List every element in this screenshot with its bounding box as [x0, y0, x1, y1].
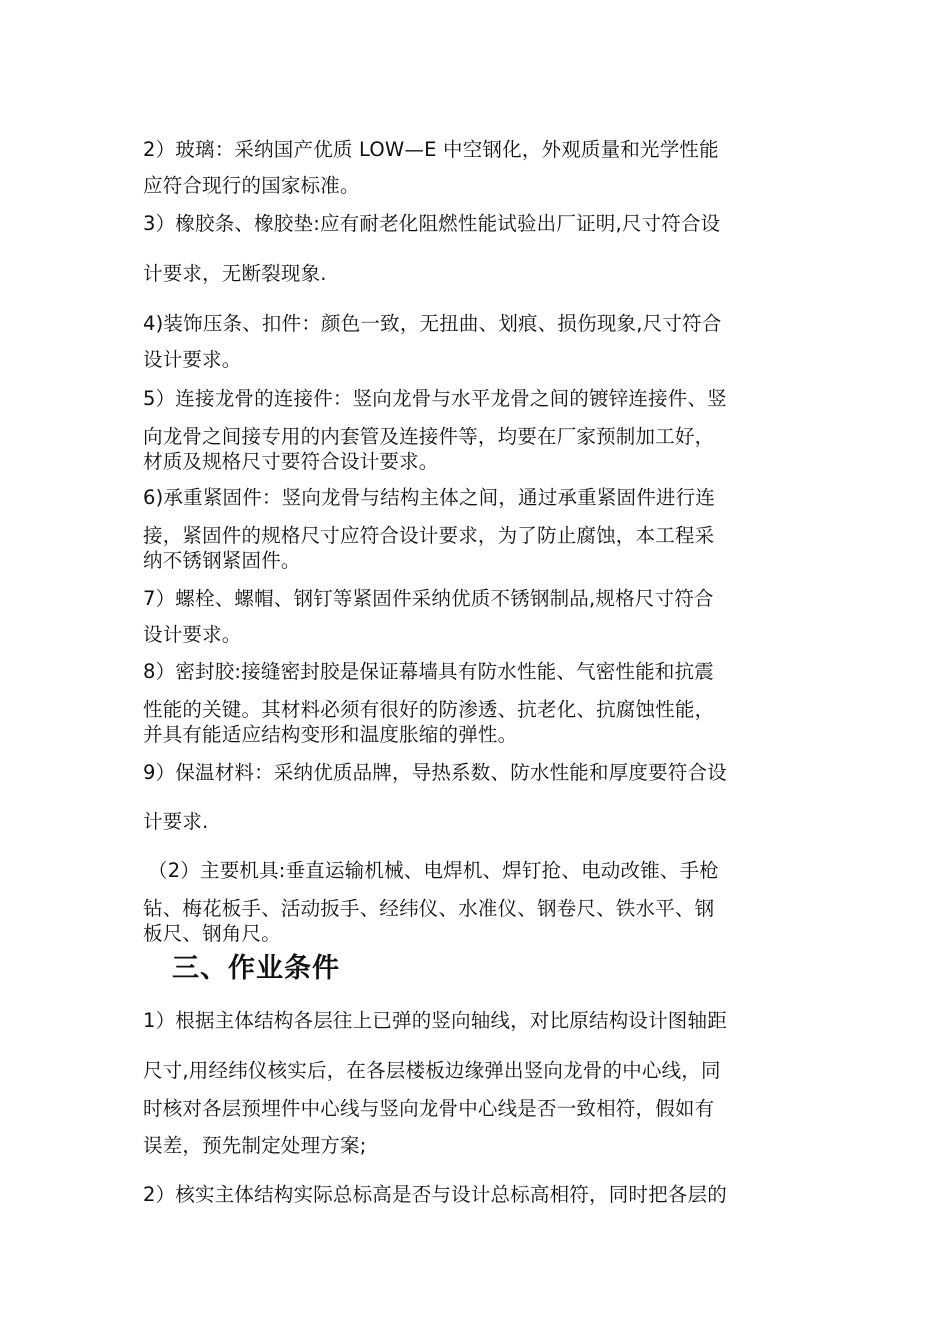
text-line: 7）螺栓、螺帽、钢钉等紧固件采纳优质不锈钢制品,规格尺寸符合: [143, 587, 714, 610]
text-line: 8）密封胶:接缝密封胶是保证幕墙具有防水性能、气密性能和抗震: [143, 660, 714, 683]
text-line: 钻、梅花板手、活动扳手、经纬仪、水准仪、钢卷尺、铁水平、钢: [143, 897, 715, 920]
text-line: 时核对各层预埋件中心线与竖向龙骨中心线是否一致相符，假如有: [143, 1097, 715, 1120]
text-line: 6)承重紧固件：竖向龙骨与结构主体之间，通过承重紧固件进行连: [143, 486, 716, 509]
text-line: 纳不锈钢紧固件。: [143, 549, 301, 572]
text-line: 2）玻璃：采纳国产优质 LOW—E 中空钢化，外观质量和光学性能: [143, 138, 719, 161]
text-line: 设计要求。: [143, 348, 242, 371]
text-line: 2）核实主体结构实际总标高是否与设计总标高相符，同时把各层的: [143, 1183, 727, 1206]
text-line: 应符合现行的国家标准。: [143, 174, 360, 197]
text-line: 向龙骨之间接专用的内套管及连接件等，均要在厂家预制加工好，: [143, 425, 715, 448]
text-line: 3）橡胶条、橡胶垫:应有耐老化阻燃性能试验出厂证明,尺寸符合设: [143, 212, 721, 235]
text-line: 误差，预先制定处理方案;: [143, 1134, 367, 1157]
text-line: 5）连接龙骨的连接件：竖向龙骨与水平龙骨之间的镀锌连接件、竖: [143, 387, 727, 410]
text-line: 1）根据主体结构各层往上已弹的竖向轴线，对比原结构设计图轴距: [143, 1009, 727, 1032]
section-heading: 三、作业条件: [172, 953, 340, 984]
text-line: 性能的关键。其材料必须有很好的防渗透、抗老化、抗腐蚀性能，: [143, 698, 715, 721]
text-line: （2）主要机具:垂直运输机械、电焊机、焊钉抢、电动改锥、手枪: [148, 859, 719, 882]
text-line: 尺寸,用经纬仪核实后，在各层楼板边缘弹出竖向龙骨的中心线，同: [143, 1059, 721, 1082]
text-line: 并具有能适应结构变形和温度胀缩的弹性。: [143, 723, 518, 746]
text-line: 接，紧固件的规格尺寸应符合设计要求，为了防止腐蚀，本工程采: [143, 524, 715, 547]
text-line: 计要求，无断裂现象.: [143, 262, 327, 285]
text-line: 材质及规格尺寸要符合设计要求。: [143, 450, 439, 473]
text-line: 4)装饰压条、扣件：颜色一致，无扭曲、划痕、损伤现象,尺寸符合: [143, 312, 722, 335]
text-line: 设计要求。: [143, 623, 242, 646]
text-line: 板尺、钢角尺。: [143, 922, 281, 945]
text-line: 9）保温材料：采纳优质品牌，导热系数、防水性能和厚度要符合设: [143, 761, 727, 784]
text-line: 计要求.: [143, 810, 209, 833]
